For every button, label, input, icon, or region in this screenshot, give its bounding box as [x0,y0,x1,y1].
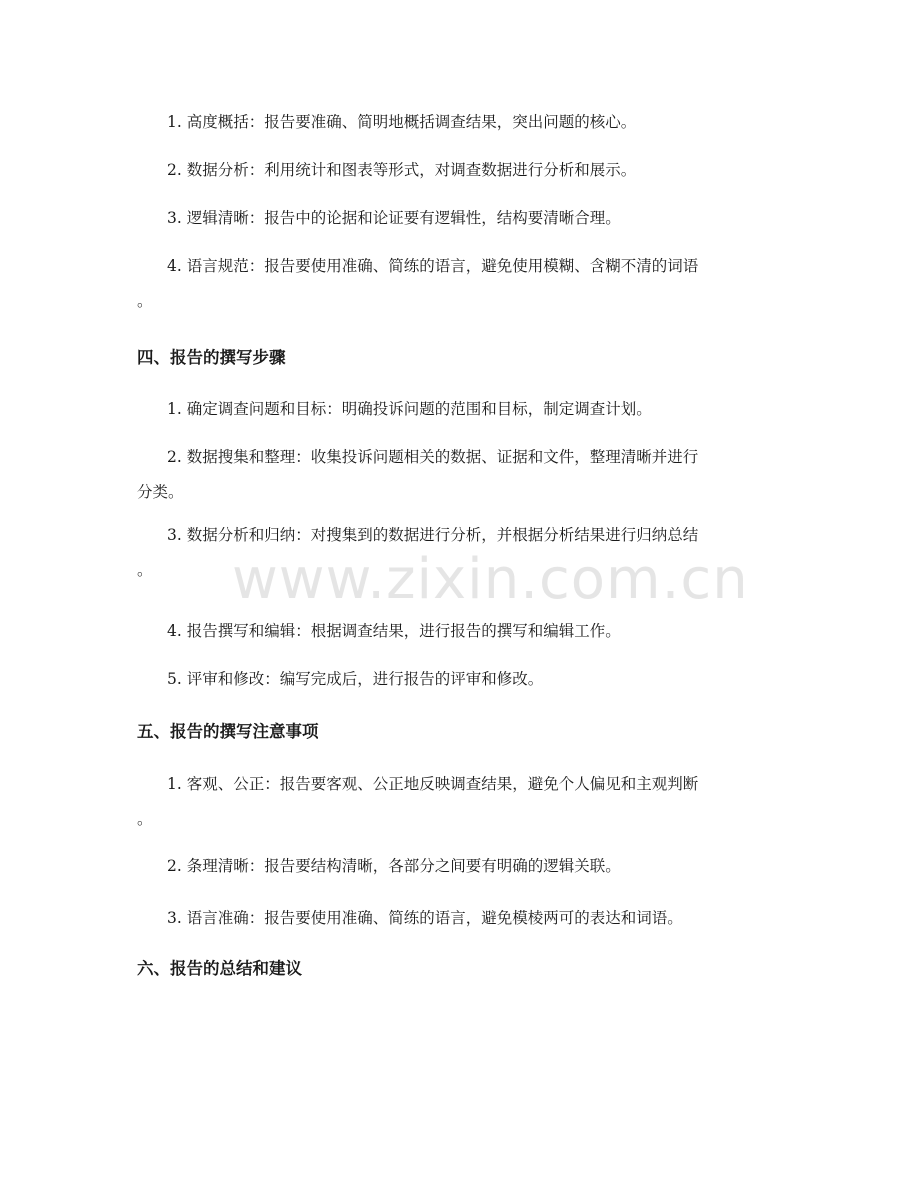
list-item [137,767,783,837]
item-text: 4. 语言规范：报告要使用准确、简练的语言，避免使用模糊、含糊不清的词语 [167,257,699,275]
list-item [137,849,783,884]
item-text: 3. 数据分析和归纳：对搜集到的数据进行分析，并根据分析结果进行归纳总结 [167,526,699,544]
item-text-continuation: 。 [137,561,153,579]
list-item [137,201,783,236]
list-item [137,614,783,649]
list-item [137,901,783,936]
list-item [137,518,783,588]
item-text: 3. 逻辑清晰：报告中的论据和论证要有逻辑性，结构要清晰合理。 [167,209,621,227]
list-item [137,440,783,510]
item-text: 2. 数据分析：利用统计和图表等形式，对调查数据进行分析和展示。 [167,161,637,179]
item-text-continuation: 。 [137,292,153,310]
item-text: 1. 高度概括：报告要准确、简明地概括调查结果，突出问题的核心。 [167,113,637,131]
item-text: 3. 语言准确：报告要使用准确、简练的语言，避免模棱两可的表达和词语。 [167,909,683,927]
item-text: 2. 条理清晰：报告要结构清晰，各部分之间要有明确的逻辑关联。 [167,857,621,875]
section-heading: 五、报告的撰写注意事项 [137,722,319,741]
list-item [137,105,783,140]
item-text-continuation: 。 [137,810,153,828]
list-item [137,153,783,188]
item-text: 5. 评审和修改：编写完成后，进行报告的评审和修改。 [167,670,544,688]
list-item [137,392,783,427]
section-heading: 四、报告的撰写步骤 [137,348,286,367]
watermark: www.zixin.com.cn [232,547,749,612]
section-heading: 六、报告的总结和建议 [137,959,302,978]
item-text: 4. 报告撰写和编辑：根据调查结果，进行报告的撰写和编辑工作。 [167,622,621,640]
item-text-continuation: 分类。 [137,483,184,501]
item-text: 2. 数据搜集和整理：收集投诉问题相关的数据、证据和文件，整理清晰并进行 [167,448,699,466]
list-item [137,249,783,319]
list-item [137,662,783,697]
item-text: 1. 客观、公正：报告要客观、公正地反映调查结果，避免个人偏见和主观判断 [167,775,699,793]
item-text: 1. 确定调查问题和目标：明确投诉问题的范围和目标，制定调查计划。 [167,400,652,418]
